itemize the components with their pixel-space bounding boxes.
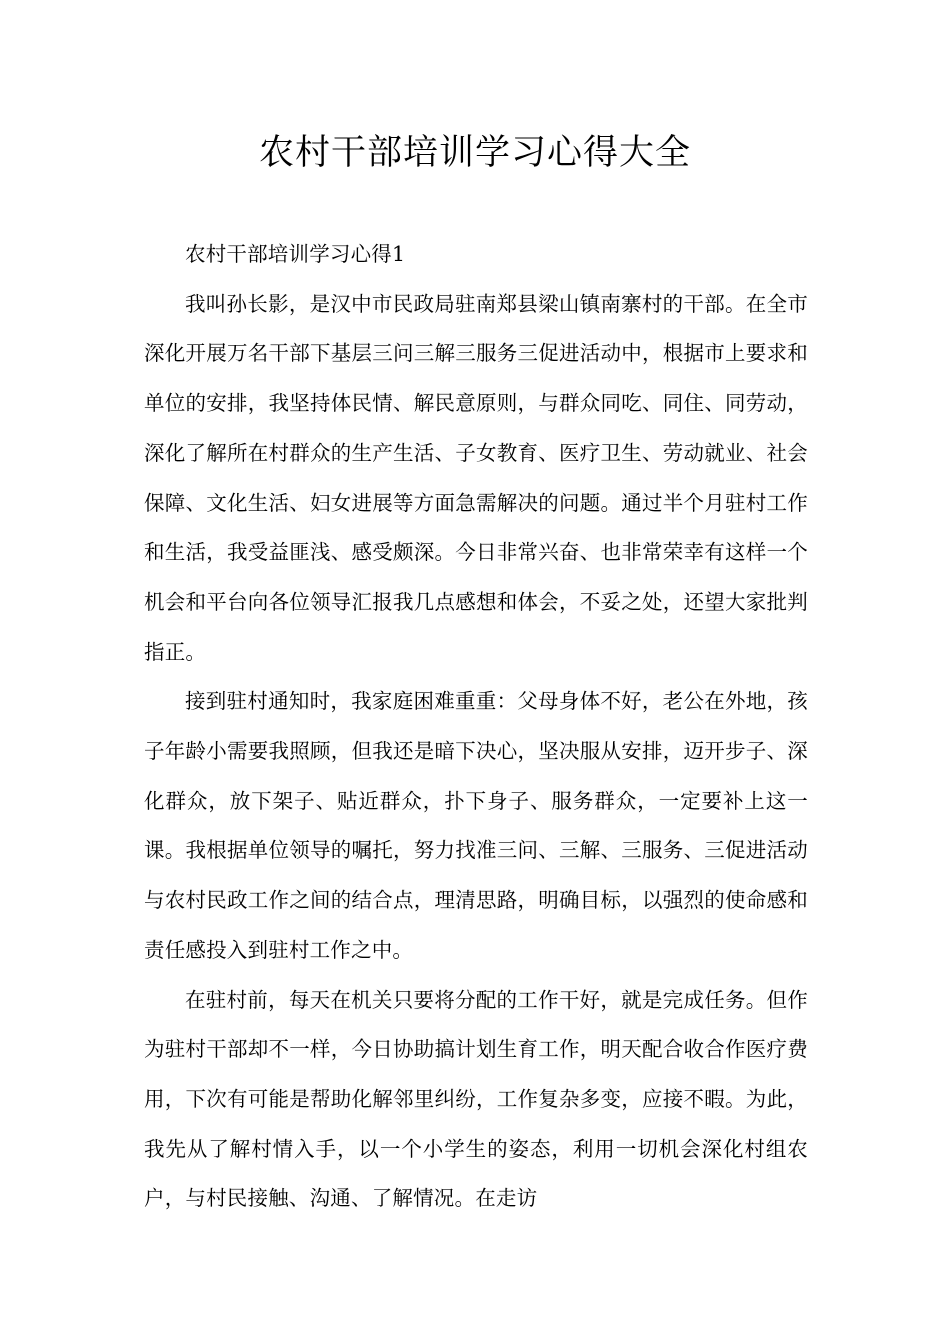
section-heading: 农村干部培训学习心得1 <box>185 242 406 266</box>
paragraph-3: 在驻村前，每天在机关只要将分配的工作干好，就是完成任务。但作为驻村干部却不一样，今日协助搞计划生育工作，明天配合收合作医疗费用，下次有可能是帮助化解邻里纠纷，工作复杂多变，应接不暇。为此，我先从了解村情入手，以一个小学生的姿态，利用一切机会深化村组农户，与村民接触、沟通、了解情况。在走访 <box>144 987 808 1211</box>
document-body <box>144 230 808 1224</box>
page-title: 农村干部培训学习心得大全 <box>258 133 691 173</box>
paragraph-1: 我叫孙长影，是汉中市民政局驻南郑县梁山镇南寨村的干部。在全市深化开展万名干部下基层三问三解三服务三促进活动中，根据市上要求和单位的安排，我坚持体民情、解民意原则，与群众同吃、同住、同劳动，深化了解所在村群众的生产生活、子女教育、医疗卫生、劳动就业、社会保障、文化生活、妇女进展等方面急需解决的问题。通过半个月驻村工作和生活，我受益匪浅、感受颇深。今日非常兴奋、也非常荣幸有这样一个机会和平台向各位领导汇报我几点感想和体会，不妥之处，还望大家批判指正。 <box>144 291 808 664</box>
paragraph-2: 接到驻村通知时，我家庭困难重重：父母身体不好，老公在外地，孩子年龄小需要我照顾，但我还是暗下决心，坚决服从安排，迈开步子、深化群众，放下架子、贴近群众，扑下身子、服务群众，一定要补上这一课。我根据单位领导的嘱托，努力找准三问、三解、三服务、三促进活动与农村民政工作之间的结合点，理清思路，明确目标，以强烈的使命感和责任感投入到驻村工作之中。 <box>144 689 808 962</box>
